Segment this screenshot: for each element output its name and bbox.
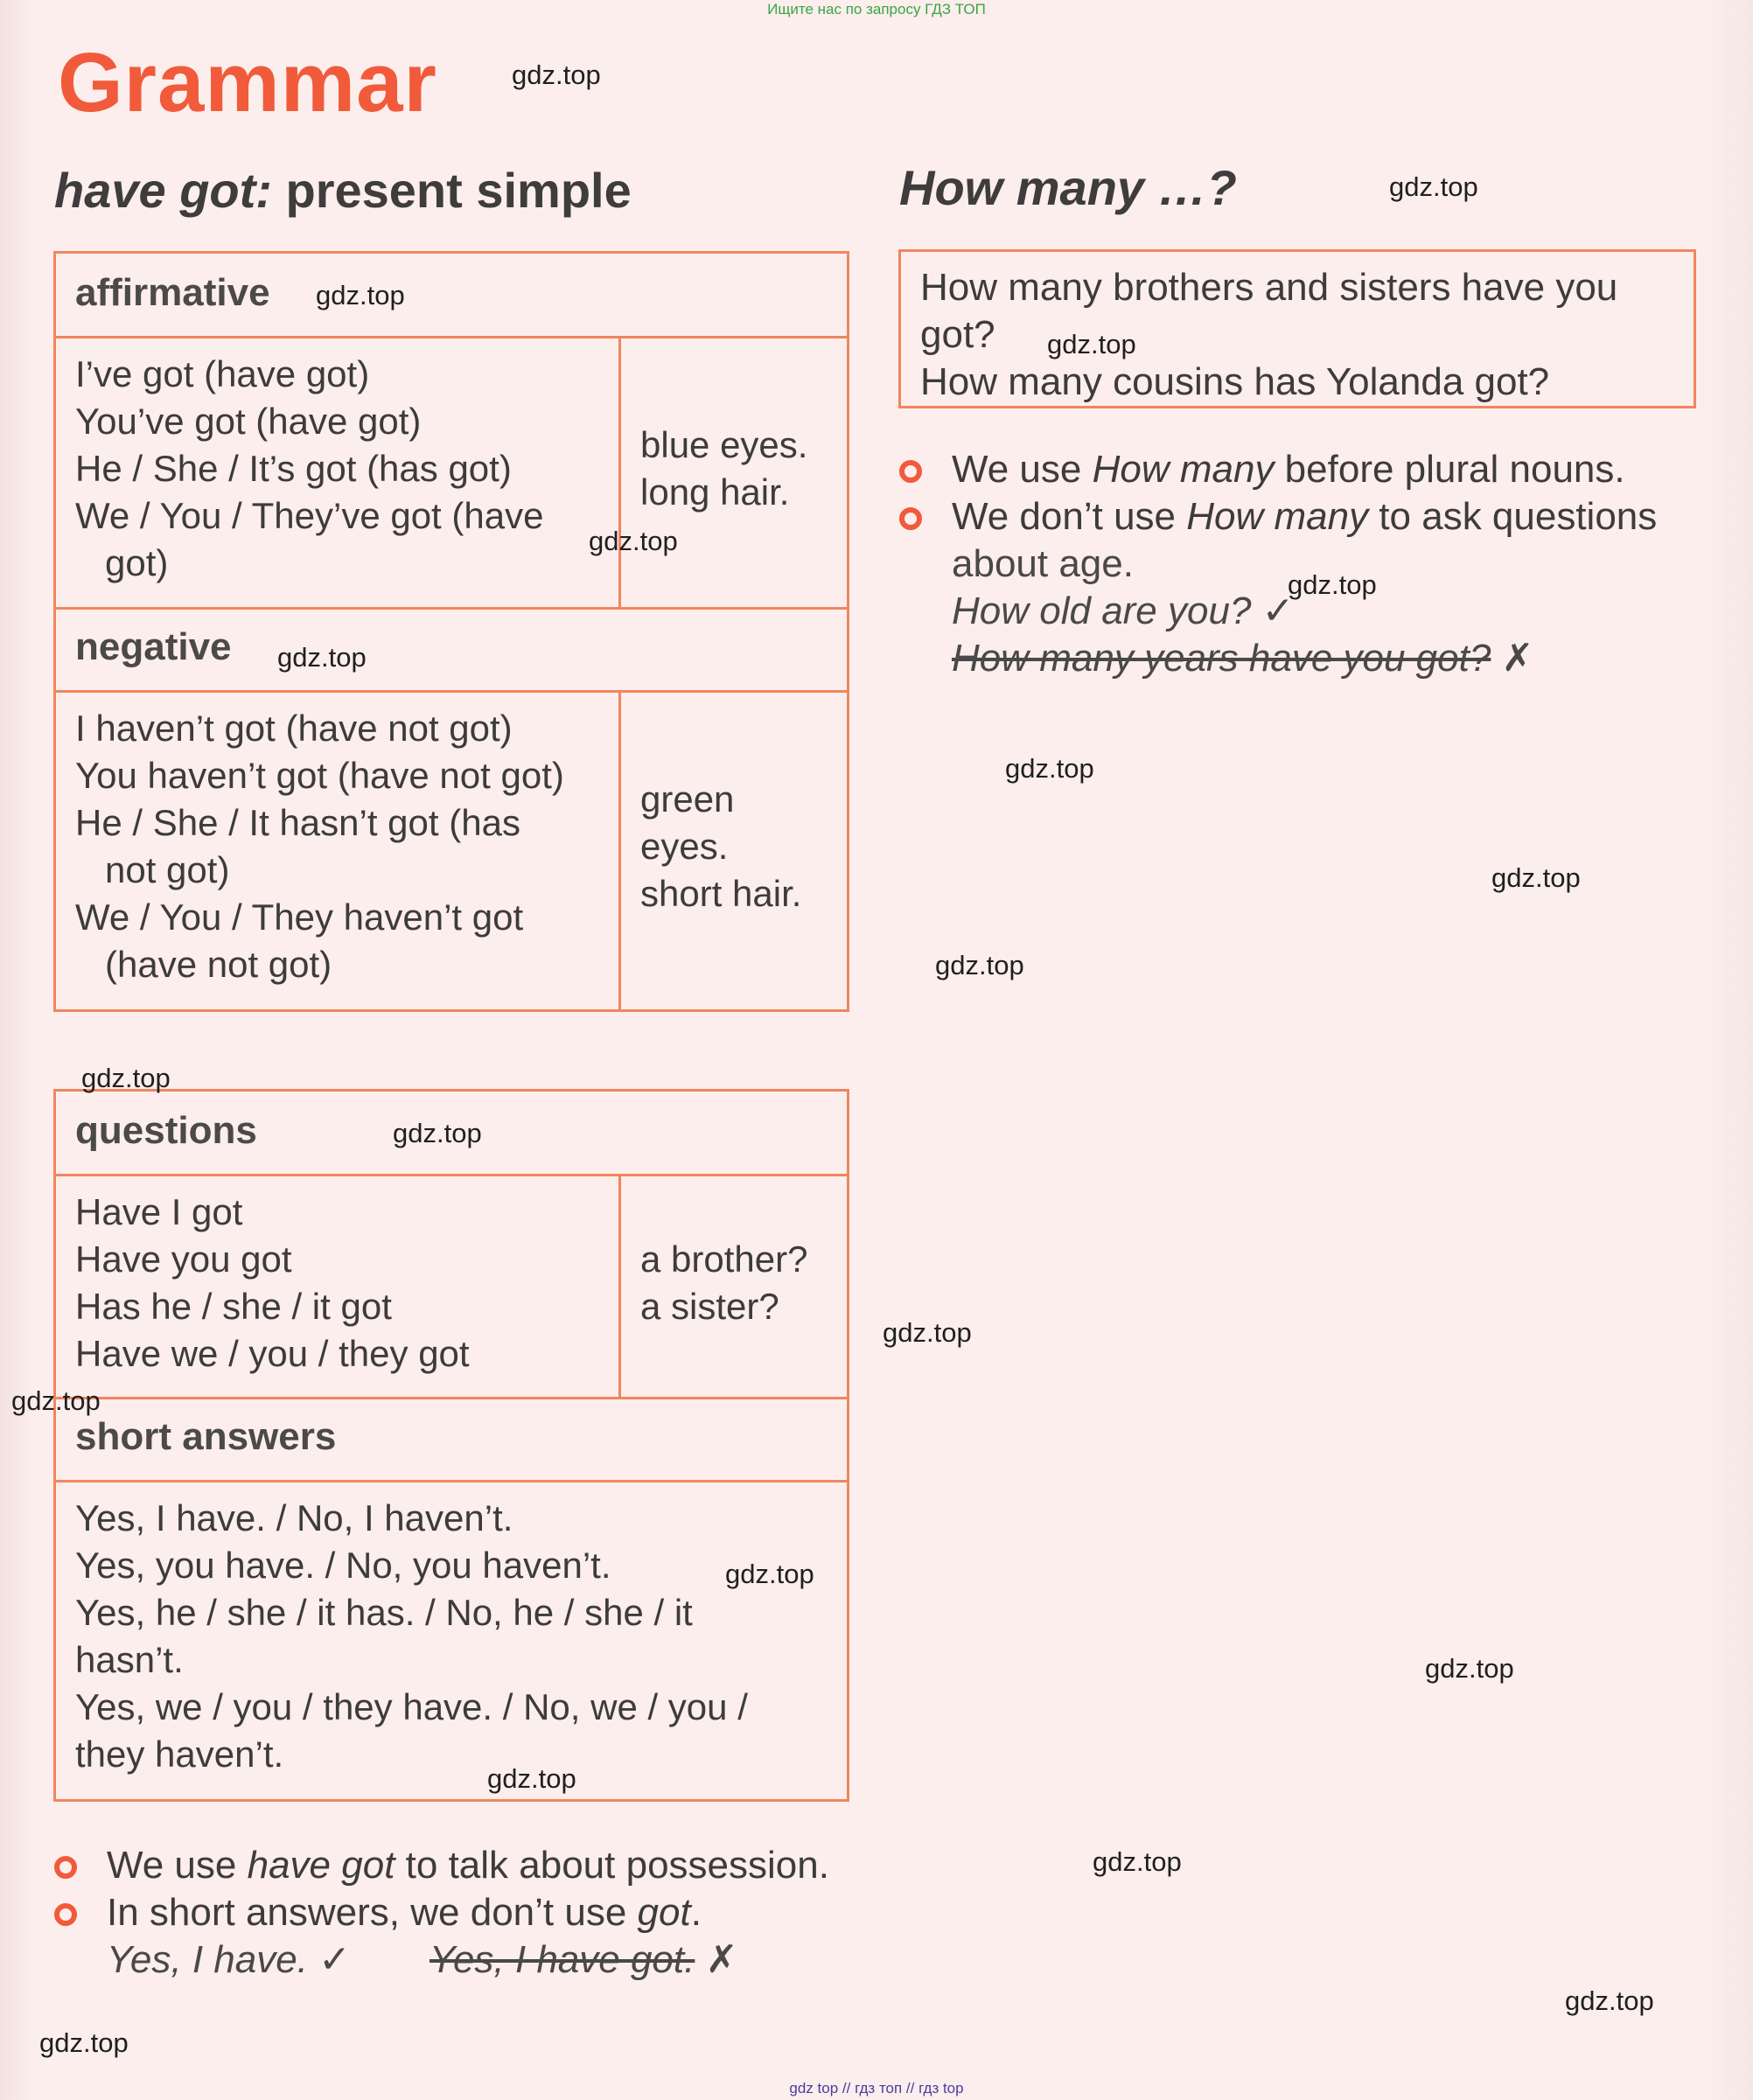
question-complements bbox=[640, 1236, 807, 1330]
note-text: In short answers, we don’t use bbox=[107, 1891, 638, 1934]
example-question-line: How many cousins has Yolanda got? bbox=[920, 360, 1550, 403]
answer-line: Yes, he / she / it has. / No, he / she / it bbox=[75, 1592, 693, 1633]
form-line: not got) bbox=[105, 849, 230, 890]
negative-row bbox=[56, 693, 847, 1009]
negative-header bbox=[56, 610, 847, 693]
cross-mark: ✗ bbox=[695, 1938, 738, 1981]
form-line: (have not got) bbox=[105, 944, 332, 985]
watermark: gdz.top bbox=[935, 950, 1024, 980]
cross-mark: ✗ bbox=[1491, 637, 1534, 680]
note-continuation: about age. bbox=[952, 542, 1134, 585]
watermark: gdz.top bbox=[81, 1063, 171, 1093]
questions-label: questions bbox=[75, 1109, 257, 1152]
bullet-circle-icon bbox=[54, 1856, 77, 1879]
watermark: gdz.top bbox=[11, 1385, 101, 1416]
negative-label: negative bbox=[75, 625, 232, 668]
answer-line: Yes, you have. / No, you haven’t. bbox=[75, 1545, 611, 1586]
complement-line: green bbox=[640, 778, 735, 820]
question-line: Has he / she / it got bbox=[75, 1286, 392, 1327]
usage-example bbox=[897, 635, 1657, 682]
note-emphasis: have got bbox=[247, 1844, 395, 1887]
watermark: gdz.top bbox=[1047, 329, 1136, 359]
short-answer-forms bbox=[75, 1495, 748, 1778]
column-divider bbox=[618, 1176, 621, 1397]
questions-table bbox=[53, 1089, 849, 1802]
watermark: gdz.top bbox=[883, 1317, 972, 1348]
form-line: I haven’t got (have not got) bbox=[75, 708, 513, 749]
left-section-heading bbox=[54, 162, 632, 219]
incorrect-example: Yes, I have got. bbox=[430, 1938, 695, 1981]
left-usage-notes bbox=[52, 1842, 829, 1984]
watermark: gdz.top bbox=[1288, 569, 1377, 600]
short-answers-row bbox=[56, 1483, 847, 1799]
answer-line: Yes, I have. / No, I haven’t. bbox=[75, 1497, 513, 1538]
bottom-footer-note: gdz top // гдз топ // гдз top bbox=[789, 2080, 964, 2097]
right-section-heading bbox=[899, 159, 1237, 216]
watermark: gdz.top bbox=[512, 59, 601, 90]
correct-example: How old are you? ✓ bbox=[952, 590, 1295, 632]
answer-line: they haven’t. bbox=[75, 1734, 284, 1775]
question-forms bbox=[75, 1189, 470, 1378]
note-text: to talk about possession. bbox=[395, 1844, 829, 1887]
how-many-questions bbox=[920, 264, 1617, 406]
answer-line: hasn’t. bbox=[75, 1639, 184, 1680]
how-many-box bbox=[898, 249, 1696, 408]
watermark: gdz.top bbox=[1005, 753, 1094, 784]
watermark: gdz.top bbox=[1389, 171, 1478, 202]
bullet-circle-icon bbox=[899, 460, 922, 483]
watermark: gdz.top bbox=[487, 1763, 576, 1794]
form-line: We / You / They’ve got (have bbox=[75, 495, 544, 536]
complement-line: a sister? bbox=[640, 1286, 779, 1327]
usage-example bbox=[52, 1936, 829, 1984]
page-title: Grammar bbox=[58, 36, 437, 129]
note-text: . bbox=[690, 1891, 702, 1934]
note-emphasis: got bbox=[637, 1891, 691, 1934]
usage-note bbox=[897, 493, 1657, 541]
question-line: Have we / you / they got bbox=[75, 1333, 470, 1374]
form-line: You’ve got (have got) bbox=[75, 401, 422, 442]
example-question-line: got? bbox=[920, 313, 995, 356]
watermark: gdz.top bbox=[1565, 1985, 1654, 2016]
column-divider bbox=[618, 338, 621, 607]
complement-line: blue eyes. bbox=[640, 424, 808, 465]
form-line: got) bbox=[105, 542, 169, 583]
correct-example: Yes, I have. ✓ bbox=[107, 1938, 352, 1981]
short-answers-label: short answers bbox=[75, 1415, 337, 1458]
right-usage-notes bbox=[897, 446, 1657, 682]
complement-line: long hair. bbox=[640, 471, 790, 513]
have-got-table bbox=[53, 251, 849, 1012]
note-text: We use bbox=[107, 1844, 248, 1887]
incorrect-example: How many years have you got? bbox=[952, 637, 1491, 680]
note-text: to ask questions bbox=[1368, 495, 1658, 538]
note-text: We don’t use bbox=[952, 495, 1187, 538]
affirmative-complements bbox=[640, 422, 807, 516]
affirmative-header bbox=[56, 254, 847, 338]
example-question-line: How many brothers and sisters have you bbox=[920, 266, 1618, 309]
watermark: gdz.top bbox=[39, 2027, 129, 2058]
form-line: We / You / They haven’t got bbox=[75, 897, 524, 938]
question-line: Have I got bbox=[75, 1191, 243, 1232]
column-divider bbox=[618, 693, 621, 1009]
top-search-note: Ищите нас по запросу ГДЗ ТОП bbox=[767, 1, 986, 17]
form-line: He / She / It’s got (has got) bbox=[75, 448, 512, 489]
negative-forms bbox=[75, 705, 564, 988]
watermark: gdz.top bbox=[316, 280, 405, 310]
question-line: Have you got bbox=[75, 1238, 292, 1280]
affirmative-label: affirmative bbox=[75, 271, 270, 314]
watermark: gdz.top bbox=[277, 642, 367, 673]
form-line: You haven’t got (have not got) bbox=[75, 755, 564, 796]
answer-line: Yes, we / you / they have. / No, we / you / bbox=[75, 1686, 748, 1727]
watermark: gdz.top bbox=[1491, 862, 1581, 893]
note-text: before plural nouns. bbox=[1274, 448, 1625, 491]
watermark: gdz.top bbox=[393, 1118, 482, 1148]
watermark: gdz.top bbox=[1093, 1846, 1182, 1877]
heading-italic-part: have got: bbox=[54, 163, 272, 218]
watermark: gdz.top bbox=[1425, 1653, 1514, 1684]
short-answers-header bbox=[56, 1399, 847, 1483]
form-line: I’ve got (have got) bbox=[75, 353, 370, 394]
watermark: gdz.top bbox=[589, 526, 678, 556]
complement-line: eyes. bbox=[640, 826, 729, 867]
how-many-heading: How many …? bbox=[899, 160, 1237, 215]
form-line: He / She / It hasn’t got (has bbox=[75, 802, 520, 843]
complement-line: a brother? bbox=[640, 1238, 808, 1280]
complement-line: short hair. bbox=[640, 873, 802, 914]
questions-row bbox=[56, 1176, 847, 1399]
usage-note bbox=[52, 1889, 829, 1936]
note-emphasis: How many bbox=[1092, 448, 1275, 491]
bullet-circle-icon bbox=[54, 1903, 77, 1926]
usage-note bbox=[52, 1842, 829, 1889]
note-text: We use bbox=[952, 448, 1093, 491]
negative-complements bbox=[640, 776, 801, 917]
affirmative-forms bbox=[75, 351, 543, 587]
bullet-circle-icon bbox=[899, 507, 922, 530]
usage-note bbox=[897, 446, 1657, 493]
heading-rest-part: present simple bbox=[271, 163, 632, 218]
watermark: gdz.top bbox=[725, 1559, 814, 1589]
affirmative-row bbox=[56, 338, 847, 610]
note-emphasis: How many bbox=[1186, 495, 1369, 538]
